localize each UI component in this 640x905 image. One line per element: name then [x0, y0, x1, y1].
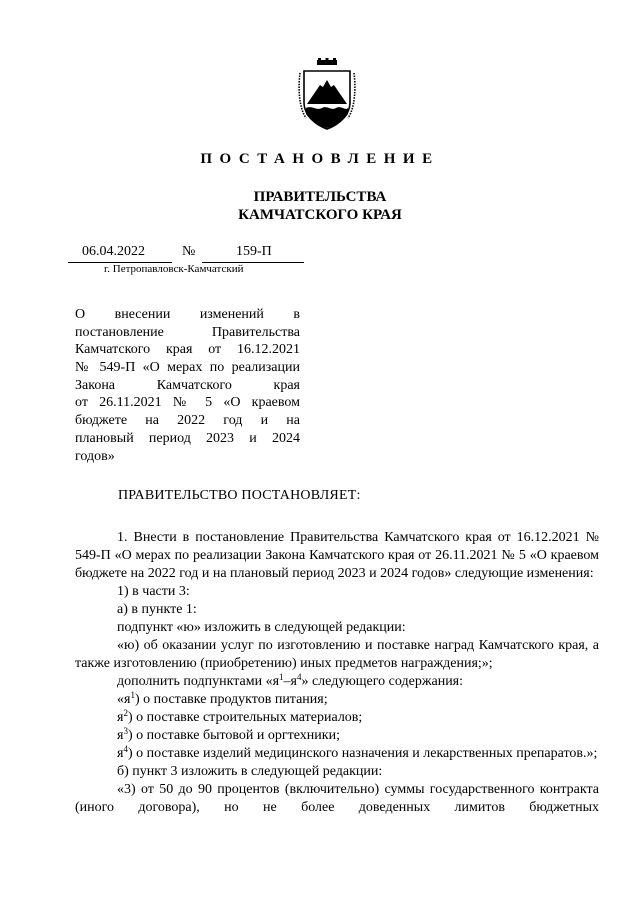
superscript: 3	[123, 726, 128, 736]
subject-line: от 26.11.2021 № 5 «О краевом	[75, 395, 300, 411]
document-title: ПОСТАНОВЛЕНИЕ	[200, 151, 440, 167]
superscript: 1	[130, 690, 135, 700]
text-fragment: » следующего содержания:	[301, 674, 464, 689]
subject-line: плановый период 2023 и 2024	[75, 430, 300, 446]
emblem-volcano	[307, 80, 347, 104]
text-fragment: ) о поставке строительных материалов;	[127, 710, 363, 725]
text-fragment: дополнить подпунктами «я	[117, 674, 280, 689]
document-meta	[68, 244, 304, 275]
city-name: г. Петропавловск-Камчатский	[104, 263, 244, 275]
emblem-crown	[317, 58, 337, 65]
body-paragraph: б) пункт 3 изложить в следующей редакции:	[117, 764, 383, 779]
body-paragraph	[75, 709, 599, 727]
body-paragraph	[75, 691, 599, 709]
document-number: 159-П	[236, 244, 272, 259]
superscript: 2	[123, 708, 128, 718]
authority-line-1: ПРАВИТЕЛЬСТВА	[253, 189, 387, 205]
text-fragment: я	[117, 746, 124, 761]
text-fragment: ) о поставке бытовой и оргтехники;	[127, 728, 340, 743]
subject-line: № 549-П «О мерах по реализации	[75, 360, 300, 376]
text-fragment: ) о поставке изделий медицинского назначения и лекарственных препаратов.»;	[127, 746, 598, 761]
subject-line: О внесении изменений в	[75, 307, 300, 322]
superscript: 4	[123, 744, 128, 754]
body-paragraph	[75, 745, 599, 763]
text-fragment: ) о поставке продуктов питания;	[134, 692, 328, 707]
authority-line-2: КАМЧАТСКОГО КРАЯ	[238, 207, 402, 223]
subject-line: постановление Правительства	[75, 324, 300, 340]
body-paragraph: подпункт «ю» изложить в следующей редакции:	[117, 620, 406, 635]
issuing-authority	[0, 188, 640, 224]
subject-line: Камчатского края от 16.12.2021	[75, 342, 300, 358]
document-subject	[75, 306, 300, 465]
body-paragraph: 1. Внести в постановление Правительства Камчатского края от 16.12.2021 № 549-П «О мерах по реализации Закона Камчатского края от 26.11.2021 № 5 «О краевом бюджете на 2022 год и на плановый период 2023 и 2024 годов» следующие изменения:	[75, 530, 599, 581]
decree-heading: ПРАВИТЕЛЬСТВО ПОСТАНОВЛЯЕТ:	[118, 488, 361, 503]
text-fragment: –я	[283, 674, 297, 689]
body-paragraph: «3) от 50 до 90 процентов (включительно) суммы государственного контракта (иного договора), но не более доведенных лимитов бюджетных	[75, 782, 599, 815]
body-paragraph: а) в пункте 1:	[117, 602, 197, 617]
body-paragraph	[75, 673, 599, 691]
body-paragraph	[75, 727, 599, 745]
document-body	[75, 529, 599, 817]
superscript: 4	[296, 672, 302, 682]
subject-line: Закона Камчатского края	[75, 377, 300, 393]
text-fragment: я	[117, 728, 124, 743]
subject-line: годов»	[75, 448, 115, 464]
superscript: 1	[279, 672, 284, 682]
text-fragment: я	[117, 710, 124, 725]
number-sign: №	[182, 244, 196, 259]
body-paragraph: 1) в части 3:	[117, 584, 190, 599]
emblem-sea	[306, 107, 348, 128]
text-fragment: «я	[117, 692, 131, 707]
body-paragraph: «ю) об оказании услуг по изготовлению и поставке наград Камчатского края, а также изготовлению (приобретению) иных предметов награждения;»;	[75, 638, 599, 671]
document-date: 06.04.2022	[82, 244, 145, 259]
subject-line: бюджете на 2022 год и на	[75, 413, 300, 429]
coat-of-arms-emblem	[296, 58, 358, 130]
